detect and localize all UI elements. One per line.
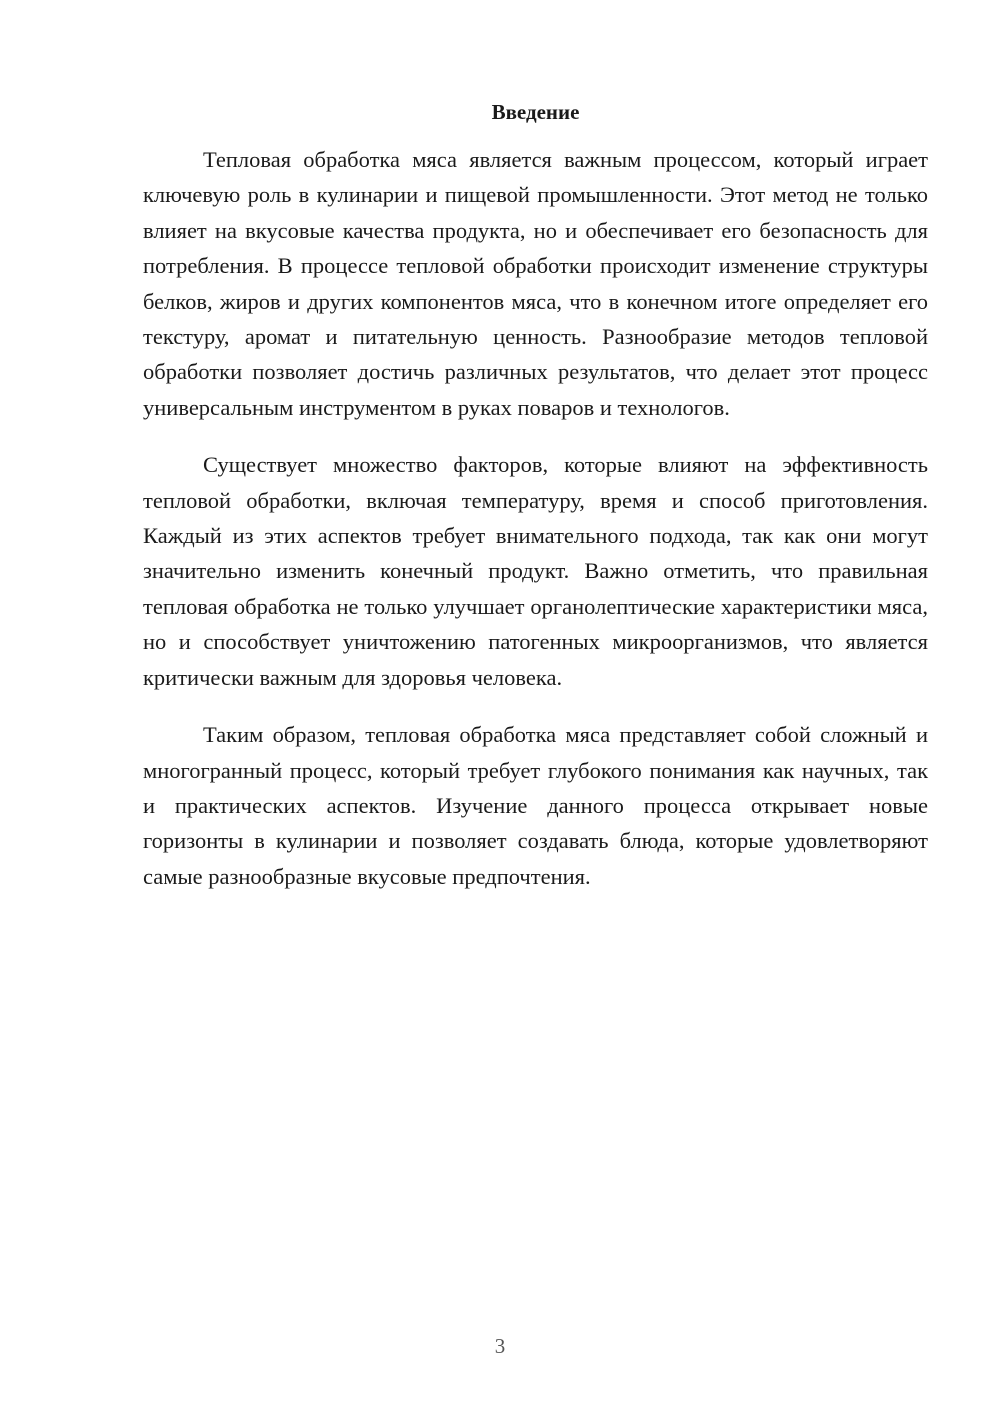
- paragraph-1: Тепловая обработка мяса является важным процессом, который играет ключевую роль в кулинарии и пищевой промышленности. Этот метод не только влияет на вкусовые качества продукта, но и обеспечивает его безопасность для потребления. В процессе тепловой обработки происходит изменение структуры белков, жиров и других компонентов мяса, что в конечном итоге определяет его текстуру, аромат и питательную ценность. Разнообразие методов тепловой обработки позволяет достичь различных результатов, что делает этот процесс универсальным инструментом в руках поваров и технологов.: [143, 147, 928, 420]
- page-number: 3: [494, 1334, 506, 1358]
- section-title: Введение: [491, 100, 580, 124]
- paragraph-2: Существует множество факторов, которые влияют на эффективность тепловой обработки, включая температуру, время и способ приготовления. Каждый из этих аспектов требует внимательного подхода, так как они могут значительно изменить конечный продукт. Важно отметить, что правильная тепловая обработка не только улучшает органолептические характеристики мяса, но и способствует уничтожению патогенных микроорганизмов, что является критически важным для здоровья человека.: [143, 452, 928, 690]
- page-content: [143, 96, 928, 916]
- paragraph-3: Таким образом, тепловая обработка мяса представляет собой сложный и многогранный процесс, который требует глубокого понимания как научных, так и практических аспектов. Изучение данного процесса открывает новые горизонты в кулинарии и позволяет создавать блюда, которые удовлетворяют самые разнообразные вкусовые предпочтения.: [143, 722, 928, 889]
